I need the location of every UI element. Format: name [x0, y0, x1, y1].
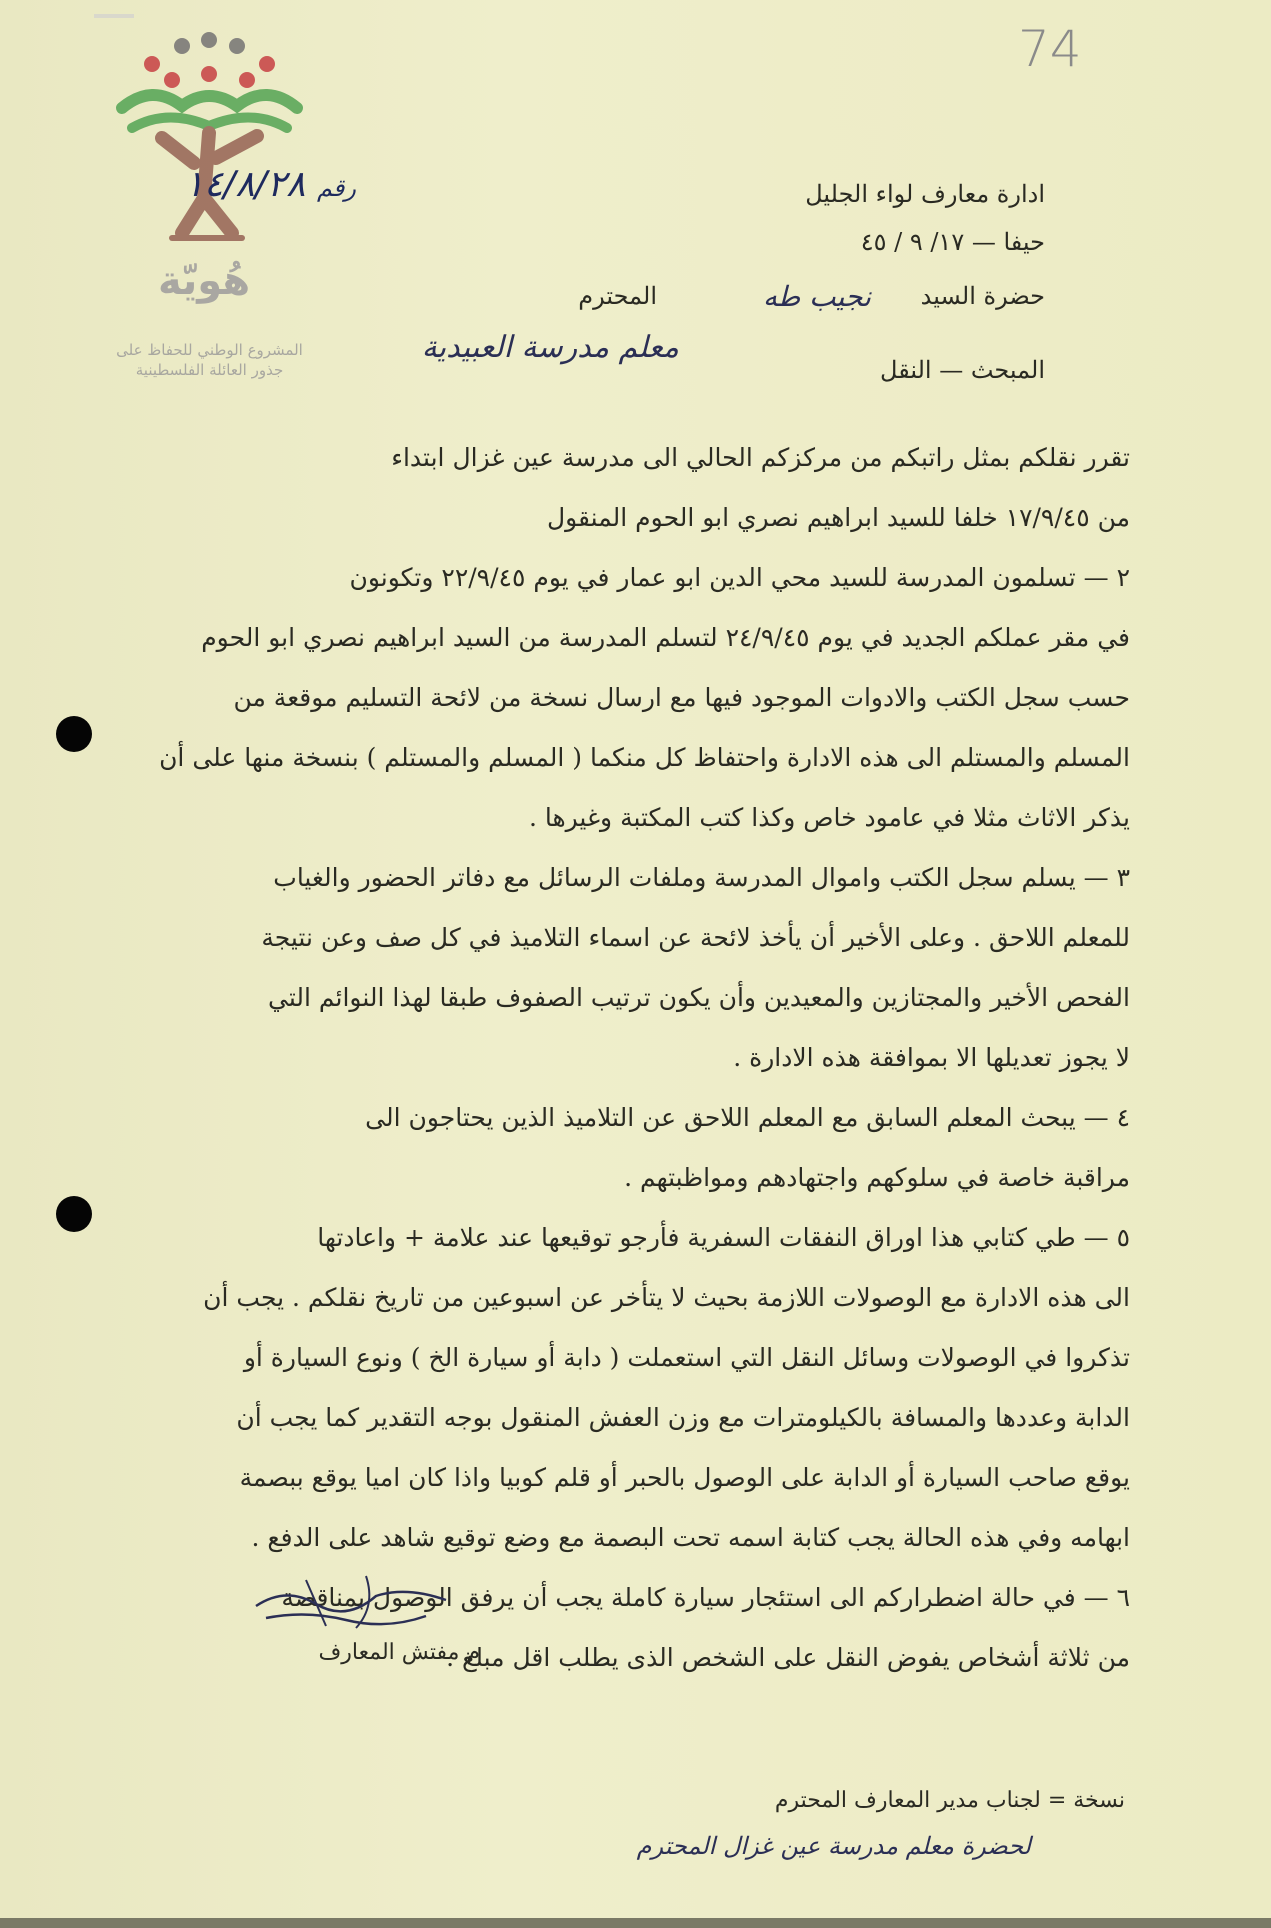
body-line: للمعلم اللاحق . وعلى الأخير أن يأخذ لائحة عن اسماء التلاميذ في كل صف وعن نتيجة — [261, 923, 1130, 952]
body-line: من ١٧/٩/٤٥ خلفا للسيد ابراهيم نصري ابو الحوم المنقول — [546, 503, 1130, 532]
body-line: ٥ — طي كتابي هذا اوراق النفقات السفرية فأرجو توقيعها عند علامة + واعادتها — [317, 1223, 1130, 1252]
copy-note-line-1: نسخة = لجناب مدير المعارف المحترم — [774, 1788, 1125, 1813]
paragraph-2 — [160, 548, 1130, 848]
handwritten-signature — [246, 1566, 466, 1636]
scan-edge — [0, 1918, 1271, 1928]
reference-label: رقم — [316, 174, 356, 202]
logo-caption-line-2: جذور العائلة الفلسطينية — [135, 361, 284, 379]
page-number: 74 — [1018, 20, 1082, 78]
body-line: المسلم والمستلم الى هذه الادارة واحتفاظ كل منكما ( المسلم والمستلم ) بنسخة منها على أن — [159, 743, 1130, 772]
body-line: يوقع صاحب السيارة أو الدابة على الوصول بالحبر أو قلم كوبيا واذا كان اميا يوقع ببصمة — [239, 1463, 1130, 1492]
body-line: ٢ — تسلمون المدرسة للسيد محي الدين ابو عمار في يوم ٢٢/٩/٤٥ وتكونون — [349, 563, 1130, 592]
signature-title: م مفتش المعارف — [318, 1640, 480, 1665]
paragraph-3 — [160, 848, 1130, 1088]
body-line: في مقر عملكم الجديد في يوم ٢٤/٩/٤٥ لتسلم المدرسة من السيد ابراهيم نصري ابو الحوم — [201, 623, 1130, 652]
paragraph-4 — [160, 1088, 1130, 1208]
honorific: المحترم — [578, 282, 657, 310]
subject-line: المبحث — النقل — [880, 356, 1045, 384]
punch-hole-top — [56, 716, 92, 752]
logo-caption-line-1: المشروع الوطني للحفاظ على — [116, 341, 303, 359]
reference-value: ١٤/٨/٢٨ — [184, 164, 306, 205]
body-line: الدابة وعددها والمسافة بالكيلومترات مع وزن العفش المنقول بوجه التقدير كما يجب أن — [236, 1403, 1130, 1432]
punch-hole-bottom — [56, 1196, 92, 1232]
addressee-prefix: حضرة السيد — [920, 282, 1045, 310]
tree-people-icon — [112, 28, 307, 278]
body-line: يذكر الاثاث مثلا في عامود خاص وكذا كتب المكتبة وغيرها . — [528, 803, 1130, 832]
copy-note-line-2: لحضرة معلم مدرسة عين غزال المحترم — [636, 1832, 1031, 1860]
paper-mark — [94, 14, 134, 18]
body-line: ٣ — يسلم سجل الكتب واموال المدرسة وملفات الرسائل مع دفاتر الحضور والغياب — [273, 863, 1130, 892]
body-line: ٦ — في حالة اضطراركم الى استئجار سيارة كاملة يجب أن يرفق الوصول بمناقصة — [281, 1583, 1130, 1612]
letter-body — [160, 428, 1130, 1688]
office-name: ادارة معارف لواء الجليل — [805, 180, 1045, 208]
addressee-title: معلم مدرسة العبيدية — [421, 330, 679, 365]
body-line: مراقبة خاصة في سلوكهم واجتهادهم ومواظبتهم . — [624, 1163, 1130, 1192]
logo-caption — [92, 340, 327, 380]
body-line: حسب سجل الكتب والادوات الموجود فيها مع ارسال نسخة من لائحة التسليم موقعة من — [233, 683, 1130, 712]
city-date: حيفا — ١٧/ ٩ / ٤٥ — [860, 228, 1045, 256]
body-line: ابهامه وفي هذه الحالة يجب كتابة اسمه تحت البصمة مع وضع توقيع شاهد على الدفع . — [251, 1523, 1130, 1552]
reference-number — [96, 164, 356, 205]
body-line: تذكروا في الوصولات وسائل النقل التي استعملت ( دابة أو سيارة الخ ) ونوع السيارة أو — [243, 1343, 1130, 1372]
body-line: الفحص الأخير والمجتازين والمعيدين وأن يكون ترتيب الصفوف طبقا لهذا النوائم التي — [268, 983, 1130, 1012]
paragraph-1 — [160, 428, 1130, 548]
body-line: الى هذه الادارة مع الوصولات اللازمة بحيث لا يتأخر عن اسبوعين من تاريخ نقلكم . يجب أن — [203, 1283, 1130, 1312]
logo-name: هُويّة — [158, 258, 251, 304]
addressee-name: نجيب طه — [762, 280, 871, 313]
body-line: لا يجوز تعديلها الا بموافقة هذه الادارة . — [733, 1043, 1130, 1072]
body-line: تقرر نقلكم بمثل راتبكم من مركزكم الحالي الى مدرسة عين غزال ابتداء — [391, 443, 1130, 472]
hawiya-logo — [112, 28, 307, 278]
paragraph-5 — [160, 1208, 1130, 1568]
body-line: من ثلاثة أشخاص يفوض النقل على الشخص الذى يطلب اقل مبلغ . — [446, 1643, 1130, 1672]
body-line: ٤ — يبحث المعلم السابق مع المعلم اللاحق عن التلاميذ الذين يحتاجون الى — [365, 1103, 1130, 1132]
